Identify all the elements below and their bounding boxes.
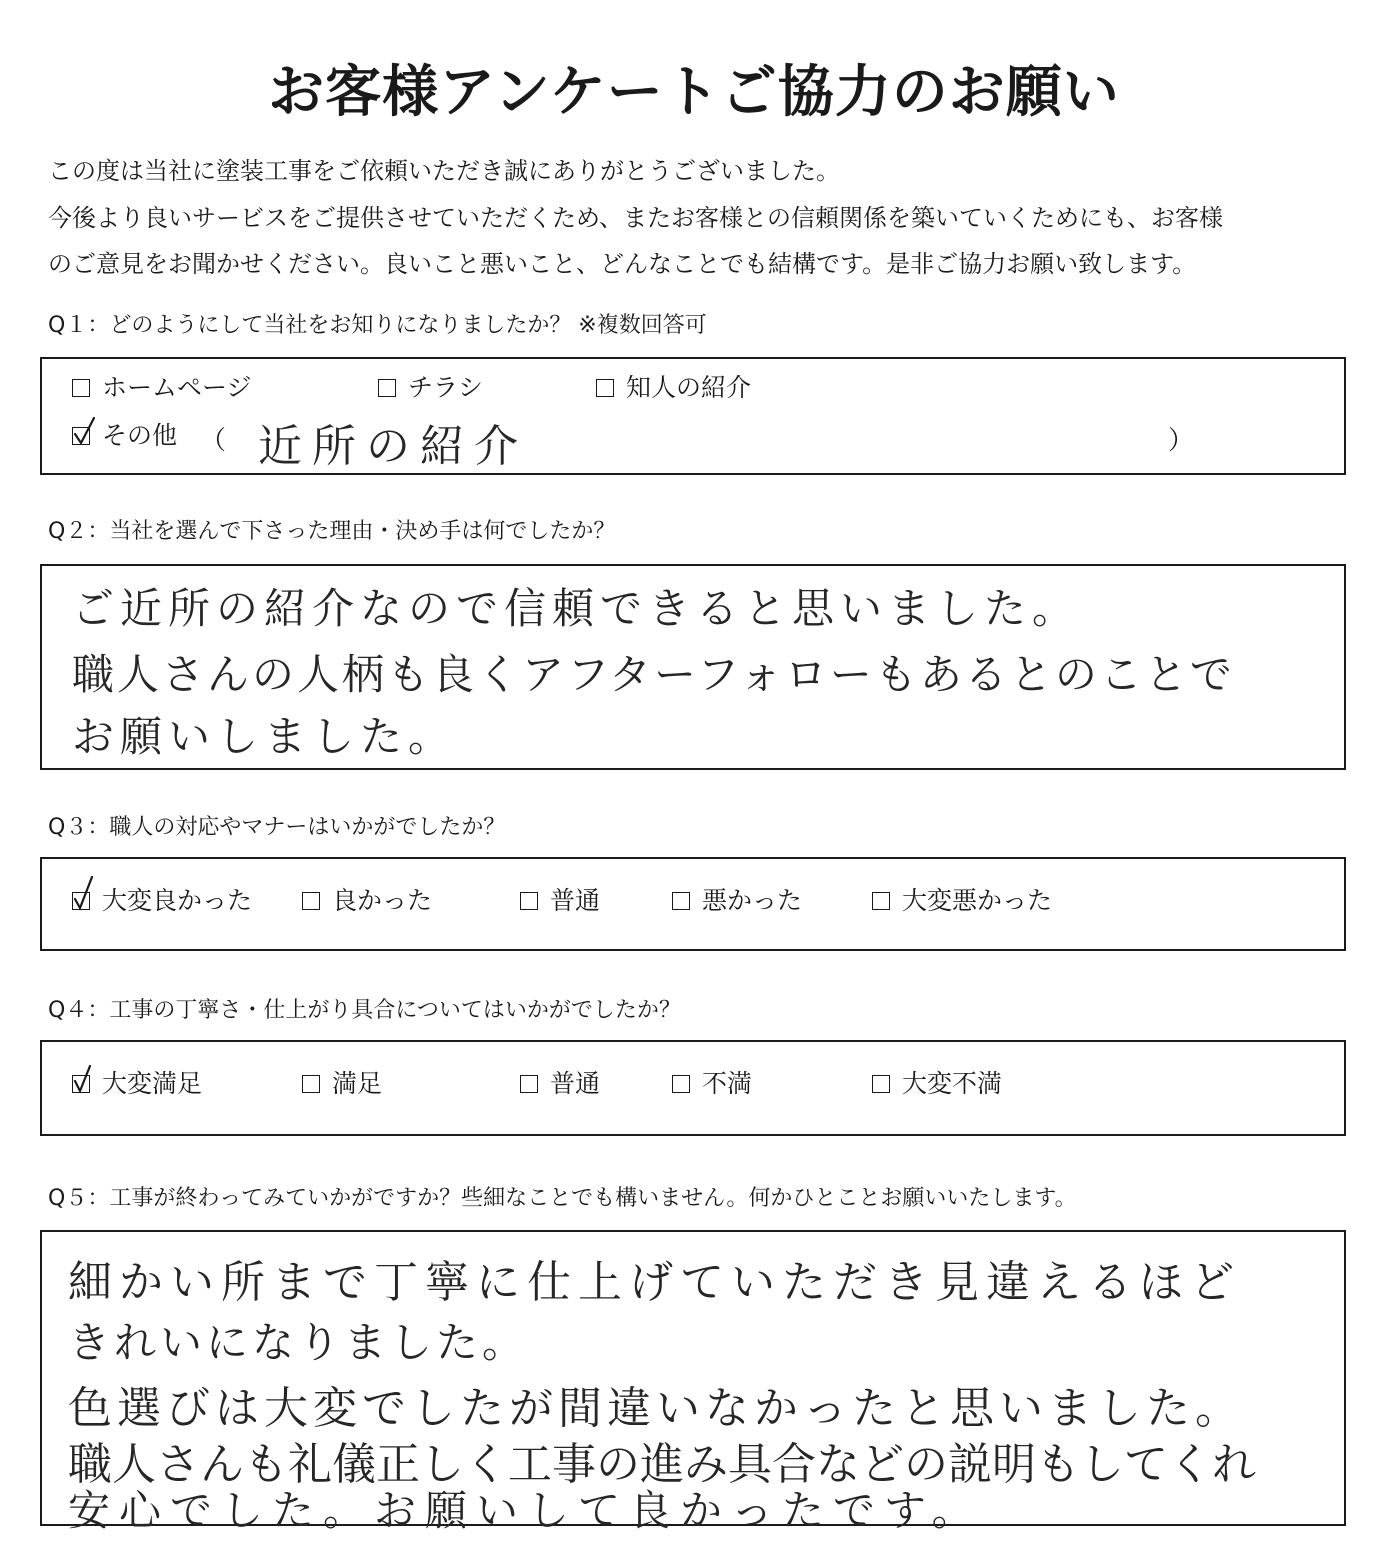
option-label: チラシ [408,373,484,402]
q5-answer-line-3: 色選びは大変でしたが間違いなかったと思いました。 [68,1383,1244,1434]
q1-other-handwritten-answer: 近所の紹介 [258,421,528,472]
option-label: その他 [102,421,178,450]
option-label: 悪かった [702,886,803,915]
q1-option-other[interactable] [72,420,177,452]
q3-option-very-good[interactable] [72,885,252,917]
q4-option-very-dissatisfied[interactable] [872,1068,1002,1100]
option-label: 大変満足 [102,1069,203,1098]
checkbox-icon[interactable] [72,892,90,910]
checkbox-icon[interactable] [302,1075,320,1093]
checkbox-icon[interactable] [378,379,396,397]
checkbox-icon[interactable] [72,427,90,445]
q5-question: Q５：工事が終わってみていかがですか？些細なことでも構いません。何かひとことお願いいたします。 [48,1186,1077,1211]
q1-option-homepage[interactable] [72,372,252,404]
checkbox-icon[interactable] [672,892,690,910]
checkbox-icon[interactable] [872,1075,890,1093]
q2-answer-line-1: ご近所の紹介なので信頼できると思いました。 [72,584,1081,633]
q1-question: Q１：どのようにして当社をお知りになりましたか？ ※複数回答可 [48,313,707,338]
survey-title: お客様アンケートご協力のお願い [268,60,1120,125]
q1-open-paren: （ [200,426,227,456]
option-label: 大変良かった [102,886,253,915]
checkmark-icon [72,881,98,913]
q3-question: Q３：職人の対応やマナーはいかがでしたか？ [48,815,506,840]
intro-line-1: この度は当社に塗装工事をご依頼いただき誠にありがとうございました。 [48,157,840,185]
checkbox-icon[interactable] [520,892,538,910]
q3-option-very-bad[interactable] [872,885,1052,917]
option-label: 満足 [332,1069,383,1098]
intro-line-3: のご意見をお聞かせください。良いこと悪いこと、どんなことでも結構です。是非ご協力お願い致します。 [48,250,1197,278]
option-label: ホームページ [102,373,252,402]
q4-option-satisfied[interactable] [302,1068,382,1100]
intro-line-2: 今後より良いサービスをご提供させていただくため、またお客様との信頼関係を築いていくためにも、お客様 [48,204,1224,232]
option-label: 大変不満 [902,1069,1003,1098]
option-label: 良かった [332,886,433,915]
option-label: 知人の紹介 [626,373,752,402]
q3-option-bad[interactable] [672,885,802,917]
q3-option-average[interactable] [520,885,600,917]
checkbox-icon[interactable] [672,1075,690,1093]
option-label: 普通 [550,1069,601,1098]
checkbox-icon[interactable] [302,892,320,910]
option-label: 普通 [550,886,601,915]
q4-option-average[interactable] [520,1068,600,1100]
checkbox-icon[interactable] [72,1075,90,1093]
checkmark-icon [72,416,98,448]
q4-option-very-satisfied[interactable] [72,1068,202,1100]
q4-question: Q４：工事の丁寧さ・仕上がり具合についてはいかがでしたか？ [48,998,681,1023]
checkmark-icon [72,1064,98,1096]
q2-question: Q２：当社を選んで下さった理由・決め手は何でしたか？ [48,519,616,544]
q4-option-dissatisfied[interactable] [672,1068,752,1100]
q5-answer-line-2: きれいになりました。 [68,1318,529,1367]
q5-answer-line-4: 職人さんも礼儀正しく工事の進み具合などの説明もしてくれ [68,1439,1256,1490]
q2-answer-line-3: お願いしました。 [72,712,457,761]
option-label: 大変悪かった [902,886,1053,915]
checkbox-icon[interactable] [72,379,90,397]
checkbox-icon[interactable] [520,1075,538,1093]
q3-option-good[interactable] [302,885,432,917]
q1-option-flyer[interactable] [378,372,483,404]
q5-answer-line-5: 安心でした。お願いして良かったです。 [68,1486,983,1535]
option-label: 不満 [702,1069,753,1098]
q5-answer-line-1: 細かい所まで丁寧に仕上げていただき見違えるほど [68,1257,1241,1308]
checkbox-icon[interactable] [596,379,614,397]
q2-answer-line-2: 職人さんの人柄も良くアフターフォローもあるとのことで [72,650,1235,699]
checkbox-icon[interactable] [872,892,890,910]
q1-close-paren: ） [1168,426,1195,456]
q1-option-referral[interactable] [596,372,751,404]
